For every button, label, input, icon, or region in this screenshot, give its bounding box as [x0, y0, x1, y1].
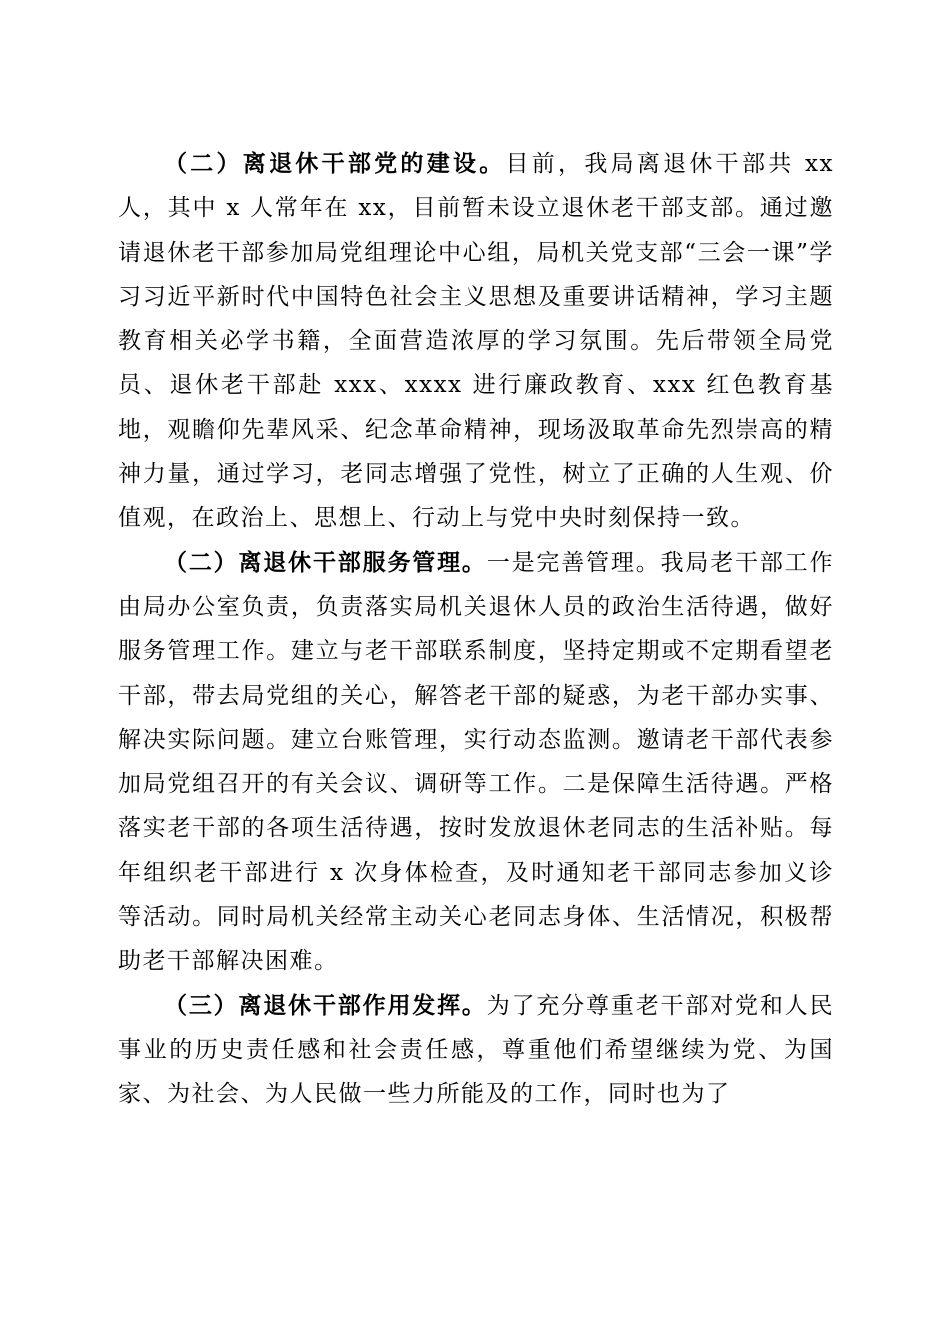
section-body-role-play: 为了充分尊重老干部对党和人民事业的历史责任感和社会责任感，尊重他们希望继续为党、为国家、为社会、为人民做一些力所能及的工作，同时也为了 — [118, 992, 835, 1108]
document-body — [118, 142, 834, 1117]
paragraph-service-management — [118, 541, 834, 984]
section-heading-party-building: （二）离退休干部党的建设。 — [164, 150, 506, 177]
section-body-party-building: 目前，我局离退休干部共 xx 人，其中 x 人常年在 xx，目前暂未设立退休老干部支部。通过邀请退休老干部参加局党组理论中心组，局机关党支部“三会一课”学习习近平新时代中国特色社会主义思想及重要讲话精神，学习主题教育相关必学书籍，全面营造浓厚的学习氛围。先后带领全局党员、退休老干部赴 xxx、xxxx 进行廉政教育、xxx 红色教育基地，观瞻仰先辈风采、纪念革命精神，现场汲取革命先烈崇高的精神力量，通过学习，老同志增强了党性，树立了正确的人生观、价值观，在政治上、思想上、行动上与党中央时刻保持一致。 — [118, 151, 835, 532]
paragraph-role-play — [118, 984, 834, 1117]
paragraph-party-building — [118, 142, 834, 541]
section-body-service-management: 一是完善管理。我局老干部工作由局办公室负责，负责落实局机关退休人员的政治生活待遇，做好服务管理工作。建立与老干部联系制度，坚持定期或不定期看望老干部，带去局党组的关心，解答老干部的疑惑，为老干部办实事、解决实际问题。建立台账管理，实行动态监测。邀请老干部代表参加局党组召开的有关会议、调研等工作。二是保障生活待遇。严格落实老干部的各项生活待遇，按时发放退休老同志的生活补贴。每年组织老干部进行 x 次身体检查，及时通知老干部同志参加义诊等活动。同时局机关经常主动关心老同志身体、生活情况，积极帮助老干部解决困难。 — [118, 549, 835, 975]
section-heading-service-management: （二）离退休干部服务管理。 — [164, 548, 487, 576]
section-heading-role-play: （三）离退休干部作用发挥。 — [164, 991, 487, 1019]
